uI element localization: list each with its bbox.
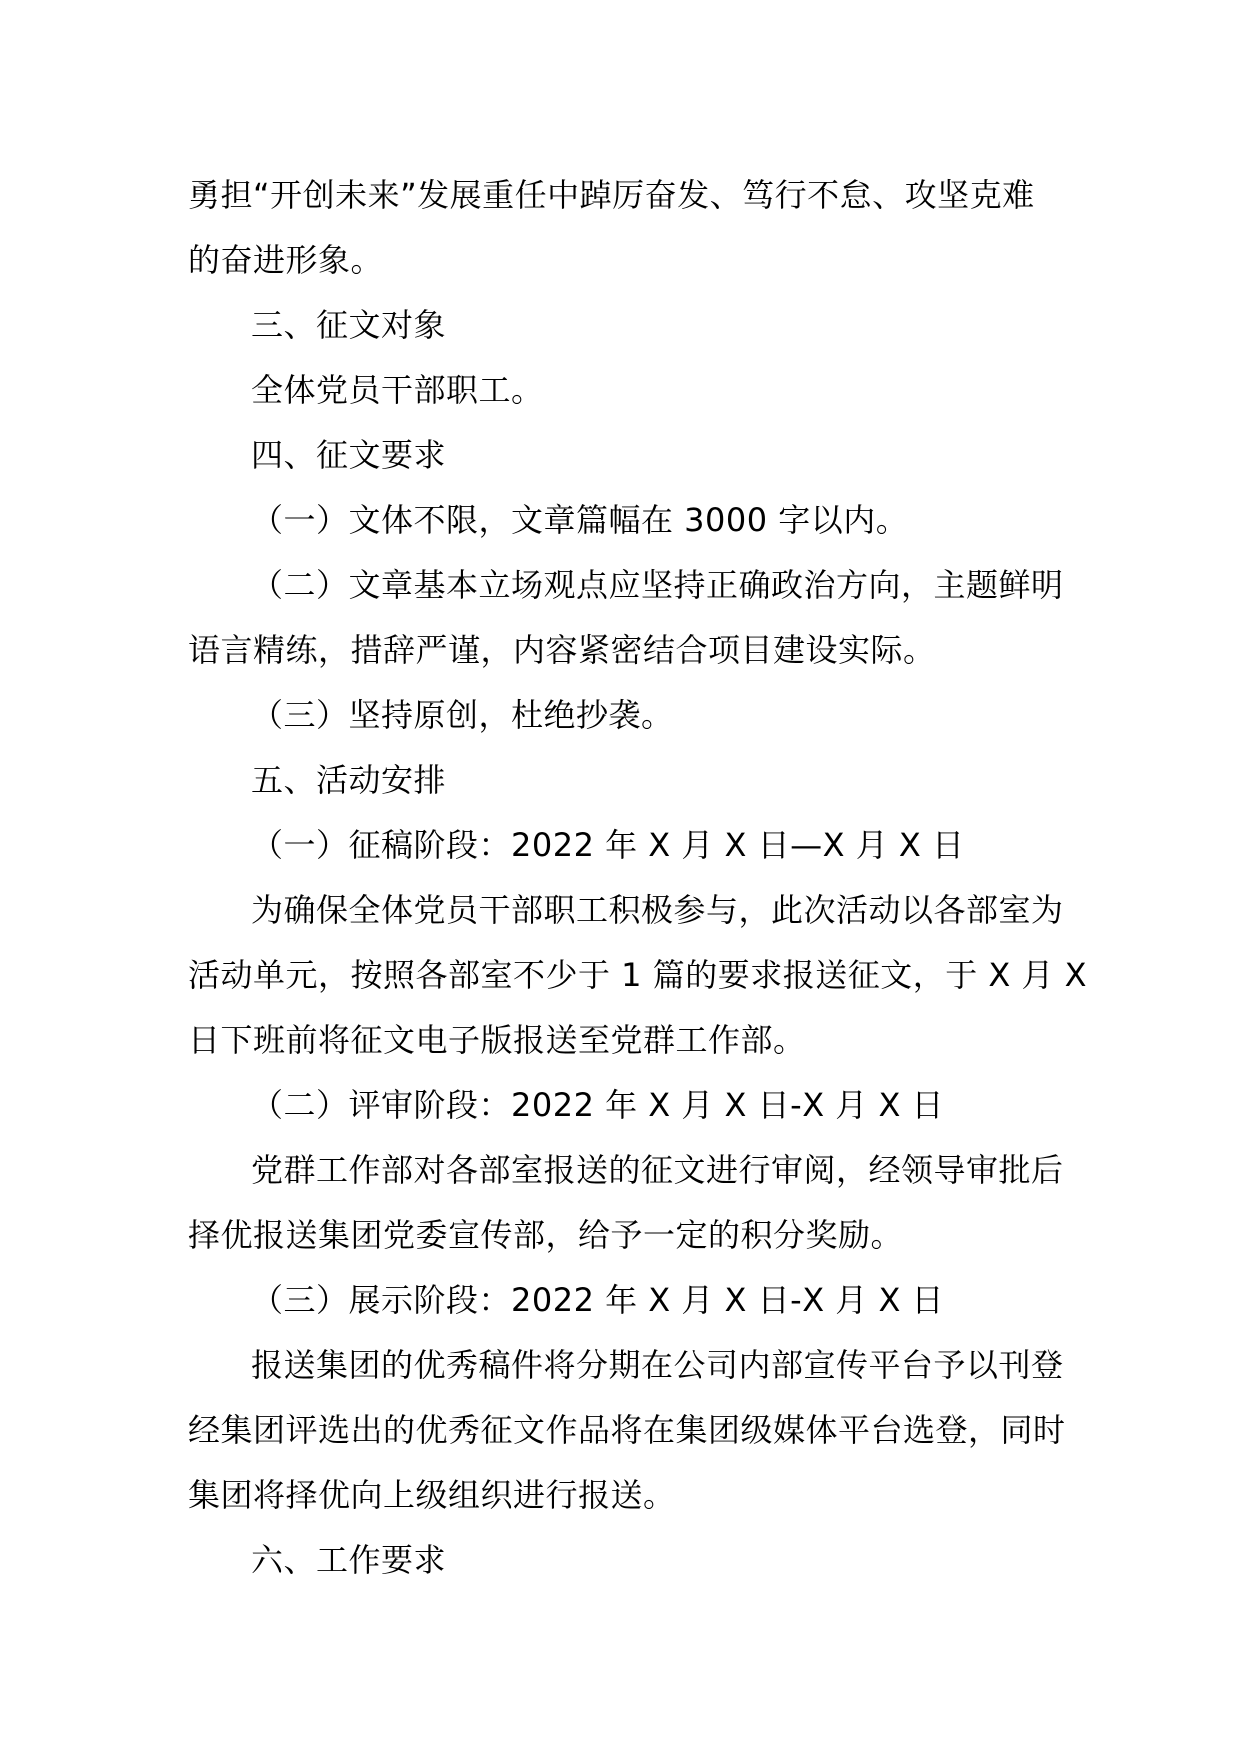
list-item: （一）文体不限，文章篇幅在 3000 字以内。 — [251, 501, 909, 539]
paragraph-line: 集团将择优向上级组织进行报送。 — [188, 1476, 676, 1514]
list-item: （三）坚持原创，杜绝抄袭。 — [251, 696, 674, 734]
section-heading: 四、征文要求 — [251, 436, 447, 474]
paragraph-line: 经集团评选出的优秀征文作品将在集团级媒体平台选登，同时 — [188, 1411, 1066, 1449]
list-item: （二）文章基本立场观点应坚持正确政治方向，主题鲜明 — [251, 566, 1064, 604]
list-item: （一）征稿阶段：2022 年 X 月 X 日—X 月 X 日 — [251, 826, 965, 864]
paragraph-line: 为确保全体党员干部职工积极参与，此次活动以各部室为 — [251, 891, 1064, 929]
paragraph-line: 全体党员干部职工。 — [251, 371, 544, 409]
paragraph-line: 勇担“开创未来”发展重任中踔厉奋发、笃行不怠、攻坚克难 — [188, 176, 1035, 214]
section-heading: 六、工作要求 — [251, 1541, 447, 1579]
paragraph-line: 报送集团的优秀稿件将分期在公司内部宣传平台予以刊登 — [251, 1346, 1064, 1384]
paragraph-line: 择优报送集团党委宣传部，给予一定的积分奖励。 — [188, 1216, 904, 1254]
paragraph-line: 党群工作部对各部室报送的征文进行审阅，经领导审批后 — [251, 1151, 1064, 1189]
list-item: （二）评审阶段：2022 年 X 月 X 日-X 月 X 日 — [251, 1086, 945, 1124]
section-heading: 五、活动安排 — [251, 761, 447, 799]
paragraph-line: 语言精练，措辞严谨，内容紧密结合项目建设实际。 — [188, 631, 936, 669]
document-body — [188, 163, 1088, 1593]
paragraph-line: 的奋进形象。 — [188, 241, 384, 279]
paragraph-line: 日下班前将征文电子版报送至党群工作部。 — [188, 1021, 806, 1059]
paragraph-line: 活动单元，按照各部室不少于 1 篇的要求报送征文，于 X 月 X — [188, 956, 1088, 994]
list-item: （三）展示阶段：2022 年 X 月 X 日-X 月 X 日 — [251, 1281, 945, 1319]
section-heading: 三、征文对象 — [251, 306, 447, 344]
